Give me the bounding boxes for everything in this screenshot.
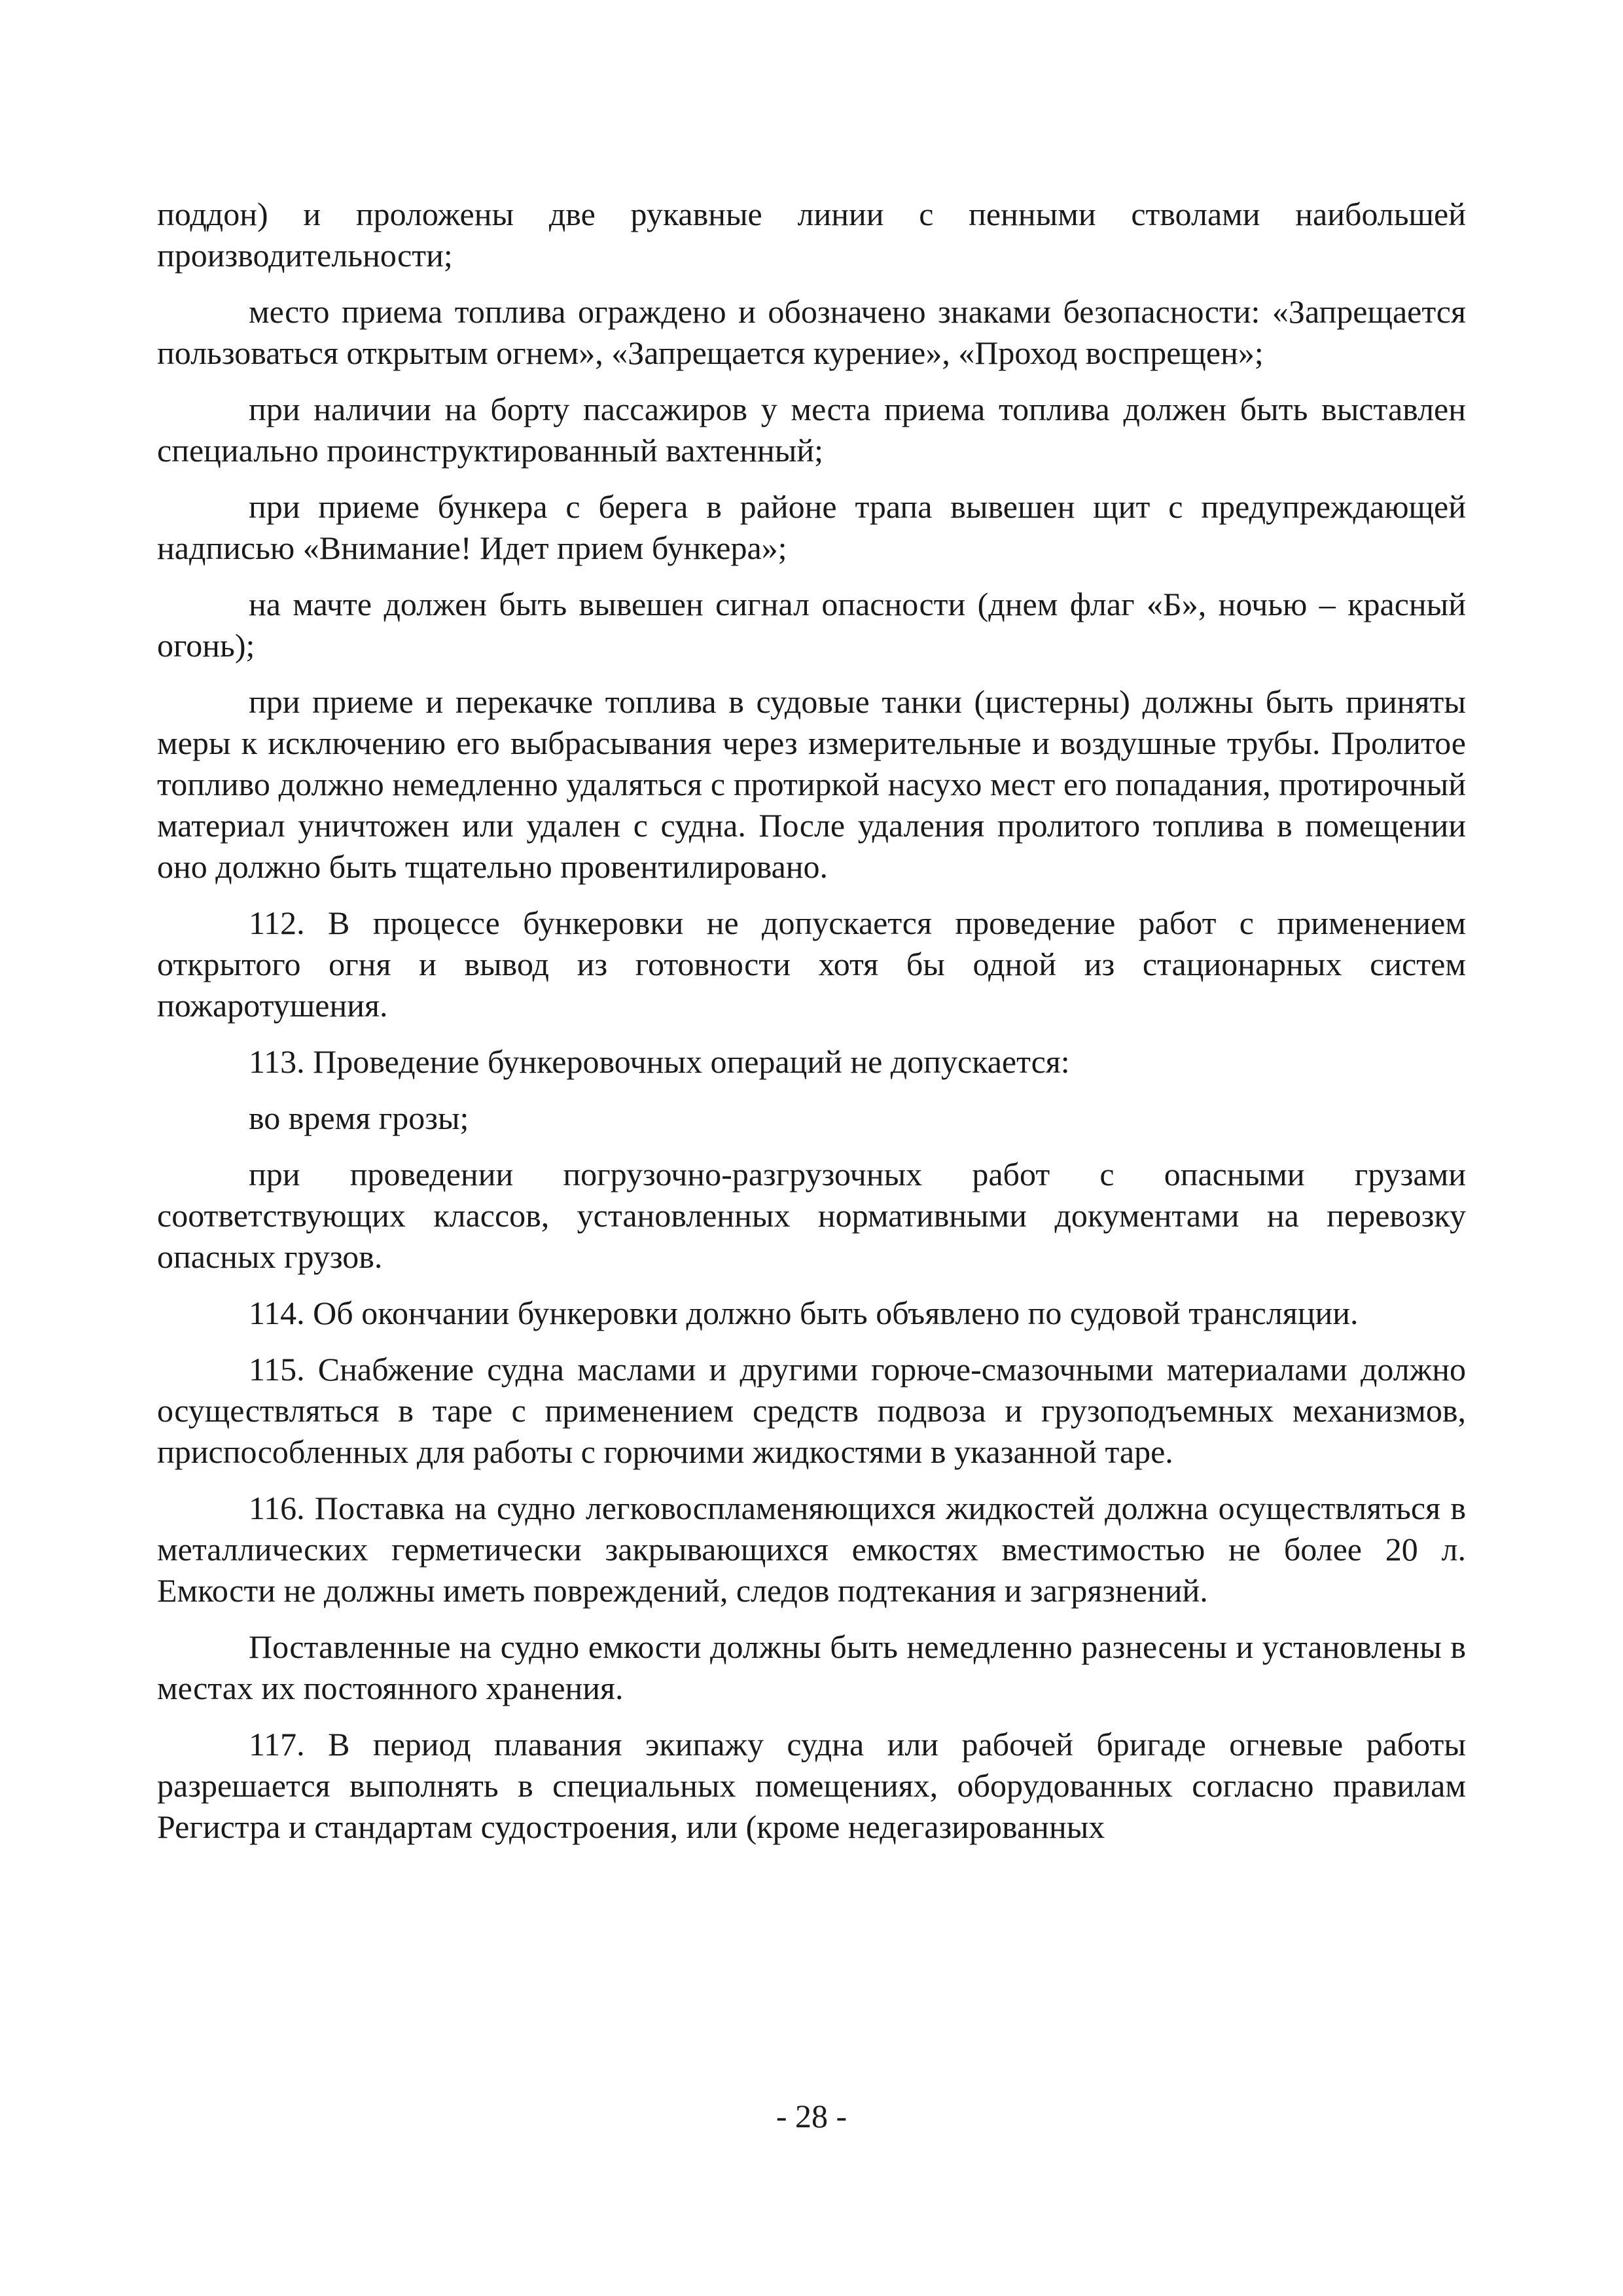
page-number: - 28 - — [776, 2098, 847, 2134]
paragraph-dangerous-cargo: при проведении погрузочно-разгрузочных работ с опасными грузами соответствующих классов, установленных нормативными документами на перевозку опасных грузов. — [157, 1156, 1466, 1275]
paragraph-item-116: 116. Поставка на судно легковоспламеняющихся жидкостей должна осуществляться в металлических герметически закрывающихся емкостях вместимостью не более 20 л. Емкости не должны иметь повреждений, следов подтекания и загрязнений. — [157, 1490, 1466, 1609]
paragraph-item-117: 117. В период плавания экипажу судна или рабочей бригаде огневые работы разрешается выполнять в специальных помещениях, оборудованных согласно правилам Регистра и стандартам судостроения, или (кроме недегазированных — [157, 1726, 1466, 1845]
paragraph-item-114: 114. Об окончании бункеровки должно быть объявлено по судовой трансляции. — [249, 1295, 1359, 1331]
paragraph-thunderstorm: во время грозы; — [249, 1100, 469, 1136]
paragraph-item-113: 113. Проведение бункеровочных операций не допускается: — [249, 1043, 1070, 1080]
document-body — [157, 194, 1466, 1863]
paragraph-spill-prevention: при приеме и перекачке топлива в судовые танки (цистерны) должны быть приняты меры к исключению его выбрасывания через измерительные и воздушные трубы. Пролитое топливо должно немедленно удаляться с протиркой насухо мест его попадания, протирочный материал уничтожен или удален с судна. После удаления пролитого топлива в помещении оно должно быть тщательно провентилировано. — [157, 683, 1466, 885]
paragraph-fuel-area-fenced: место приема топлива ограждено и обозначено знаками безопасности: «Запрещается пользоваться открытым огнем», «Запрещается курение», «Проход воспрещен»; — [157, 293, 1466, 371]
paragraph-continuation: поддон) и проложены две рукавные линии с пенными стволами наибольшей производительности; — [157, 196, 1466, 274]
paragraph-warning-shield: при приеме бункера с берега в районе трапа вывешен щит с предупреждающей надписью «Внимание! Идет прием бункера»; — [157, 488, 1466, 566]
paragraph-danger-signal: на мачте должен быть вывешен сигнал опасности (днем флаг «Б», ночью – красный огонь); — [157, 586, 1466, 664]
paragraph-item-112: 112. В процессе бункеровки не допускается проведение работ с применением открытого огня и вывод из готовности хотя бы одной из стационарных систем пожаротушения. — [157, 905, 1466, 1024]
paragraph-passengers-watch: при наличии на борту пассажиров у места приема топлива должен быть выставлен специально проинструктированный вахтенный; — [157, 391, 1466, 469]
paragraph-containers-storage: Поставленные на судно емкости должны быть немедленно разнесены и установлены в местах их постоянного хранения. — [157, 1628, 1466, 1706]
paragraph-item-115: 115. Снабжение судна маслами и другими горюче-смазочными материалами должно осуществляться в таре с применением средств подвоза и грузоподъемных механизмов, приспособленных для работы с горючими жидкостями в указанной таре. — [157, 1351, 1466, 1470]
